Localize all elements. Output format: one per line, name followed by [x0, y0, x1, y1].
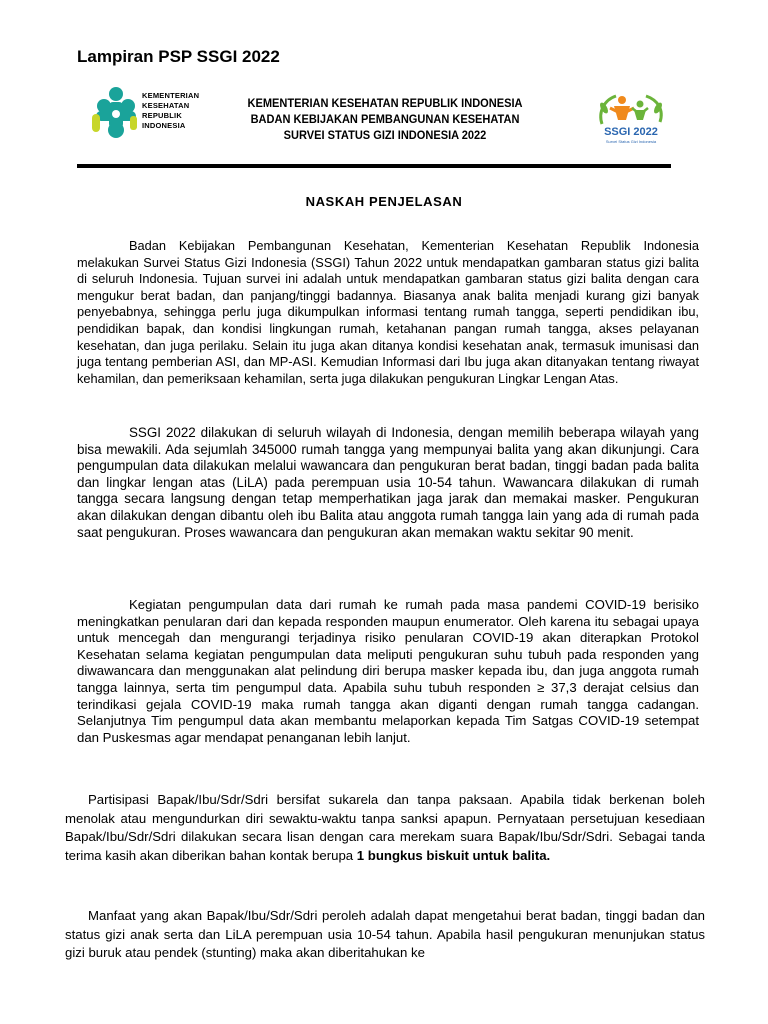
ssgi-logo-subtitle: Survei Status Gizi Indonesia: [605, 139, 657, 144]
ssgi-logo-title: SSGI 2022: [604, 126, 658, 138]
header-line-agency: BADAN KEBIJAKAN PEMBANGUNAN KESEHATAN: [250, 112, 520, 126]
paragraph-methodology: [77, 425, 699, 541]
header-divider: [77, 164, 671, 168]
header-line-ministry: KEMENTERIAN KESEHATAN REPUBLIK INDONESIA: [247, 96, 523, 110]
paragraph-bold-incentive: 1 bungkus biskuit untuk balita.: [356, 847, 551, 863]
kemenkes-logo: [90, 84, 200, 146]
paragraph-text: Kegiatan pengumpulan data dari rumah ke rumah pada masa pandemi COVID-19 berisiko meningkatkan penularan dari dan kepada responden maupun enumerator. Oleh karena itu sebagai upaya untuk mencegah dan mengurangi terjadinya risiko penularan COVID-19 akan diterapkan Protokol Kesehatan selama kegiatan pengumpulan data meliputi pengukuran suhu tubuh pada responden yang diwawancara dan menggunakan alat pelindung diri berupa masker kepada ibu, dan juga anggota rumah tangga lainnya, serta tim pengumpul data. Apabila suhu tubuh responden ≥ 37,3 derajat celsius dan terindikasi gejala COVID-19 maka rumah tangga akan diganti dengan rumah tangga cadangan. Selanjutnya Tim pengumpul data akan membantu melaporkan kepada Tim Satgas COVID-19 setempat dan Puskesmas agar mendapat penanganan lebih lanjut.: [77, 597, 699, 745]
institution-header: [215, 95, 555, 143]
ssgi-emblem-icon: [592, 88, 670, 148]
paragraph-participation: [65, 791, 705, 865]
header-line-survey: SURVEI STATUS GIZI INDONESIA 2022: [283, 128, 487, 142]
document-heading: NASKAH PENJELASAN: [305, 194, 463, 209]
logo-text-line: KESEHATAN: [142, 101, 190, 110]
paragraph-text: SSGI 2022 dilakukan di seluruh wilayah di Indonesia, dengan memilih beberapa wilayah yang bisa mewakili. Ada sejumlah 345000 rumah tangga yang mempunyai balita yang akan dikunjungi. Cara pengumpulan data dilakukan melalui wawancara dan pengukuran berat badan, tinggi badan pada balita dan lingkar lengan atas (LiLA) pada perempuan usia 10-54 tahun. Wawancara dilakukan di rumah tangga secara langsung dengan tetap memperhatikan jaga jarak dan memakai masker. Pengukuran akan dilakukan dengan dibantu oleh ibu Balita atau anggota rumah tangga lain yang ada di rumah pada saat pengukuran. Proses wawancara dan pengukuran akan memakan waktu sekitar 90 menit.: [77, 425, 699, 540]
paragraph-text: Partisipasi Bapak/Ibu/Sdr/Sdri bersifat sukarela dan tanpa paksaan. Apabila tidak berkenan boleh menolak atau mengundurkan diri sewaktu-waktu tanpa sanksi apapun. Pernyataan persetujuan kesediaan Bapak/Ibu/Sdr/Sdri dilakukan secara lisan dengan cara merekam suara Bapak/Ibu/Sdr/Sdri. Sebagai tanda terima kasih akan diberikan bahan kontak berupa: [65, 792, 705, 863]
logo-text-line: REPUBLIK: [142, 111, 182, 120]
page-title: Lampiran PSP SSGI 2022: [77, 47, 280, 66]
paragraph-covid-protocol: [77, 597, 699, 746]
logo-text-line: KEMENTERIAN: [142, 91, 200, 100]
paragraph-text: Manfaat yang akan Bapak/Ibu/Sdr/Sdri peroleh adalah dapat mengetahui berat badan, tinggi badan dan status gizi anak serta dan LiLA perempuan usia 10-54 tahun. Apabila hasil pengukuran menunjukan status gizi buruk atau pendek (stunting) maka akan diberitahukan ke: [65, 908, 705, 960]
ssgi-logo: [592, 88, 670, 148]
paragraph-benefits: [65, 907, 705, 963]
kemenkes-emblem-icon: [90, 84, 142, 146]
paragraph-text: Badan Kebijakan Pembangunan Kesehatan, Kementerian Kesehatan Republik Indonesia melakukan Survei Status Gizi Indonesia (SSGI) Tahun 2022 untuk mendapatkan gambaran status gizi balita di seluruh Indonesia. Tujuan survei ini adalah untuk mendapatkan gambaran status gizi balita dengan cara mengukur berat badan, dan panjang/tinggi badannya. Biasanya anak balita menjadi kurang gizi banyak penyebabnya, sehingga perlu juga dikumpulkan informasi tentang rumah tangga, seperti pendidikan ibu, pendidikan bapak, dan kondisi lingkungan rumah, ketahanan pangan rumah tangga, akses pelayanan kesehatan, dan juga perilaku. Selain itu juga akan ditanya kondisi kesehatan anak, termasuk imunisasi dan juga tentang pemberian ASI, dan MP-ASI. Kemudian Informasi dari Ibu juga akan ditanyakan tentang riwayat kehamilan, dan pemeriksaan kehamilan, serta juga dilakukan pengukuran Lingkar Lengan Atas.: [77, 238, 699, 386]
paragraph-purpose: [77, 238, 699, 387]
logo-text-line: INDONESIA: [142, 121, 186, 130]
kemenkes-logo-text: [142, 91, 199, 131]
